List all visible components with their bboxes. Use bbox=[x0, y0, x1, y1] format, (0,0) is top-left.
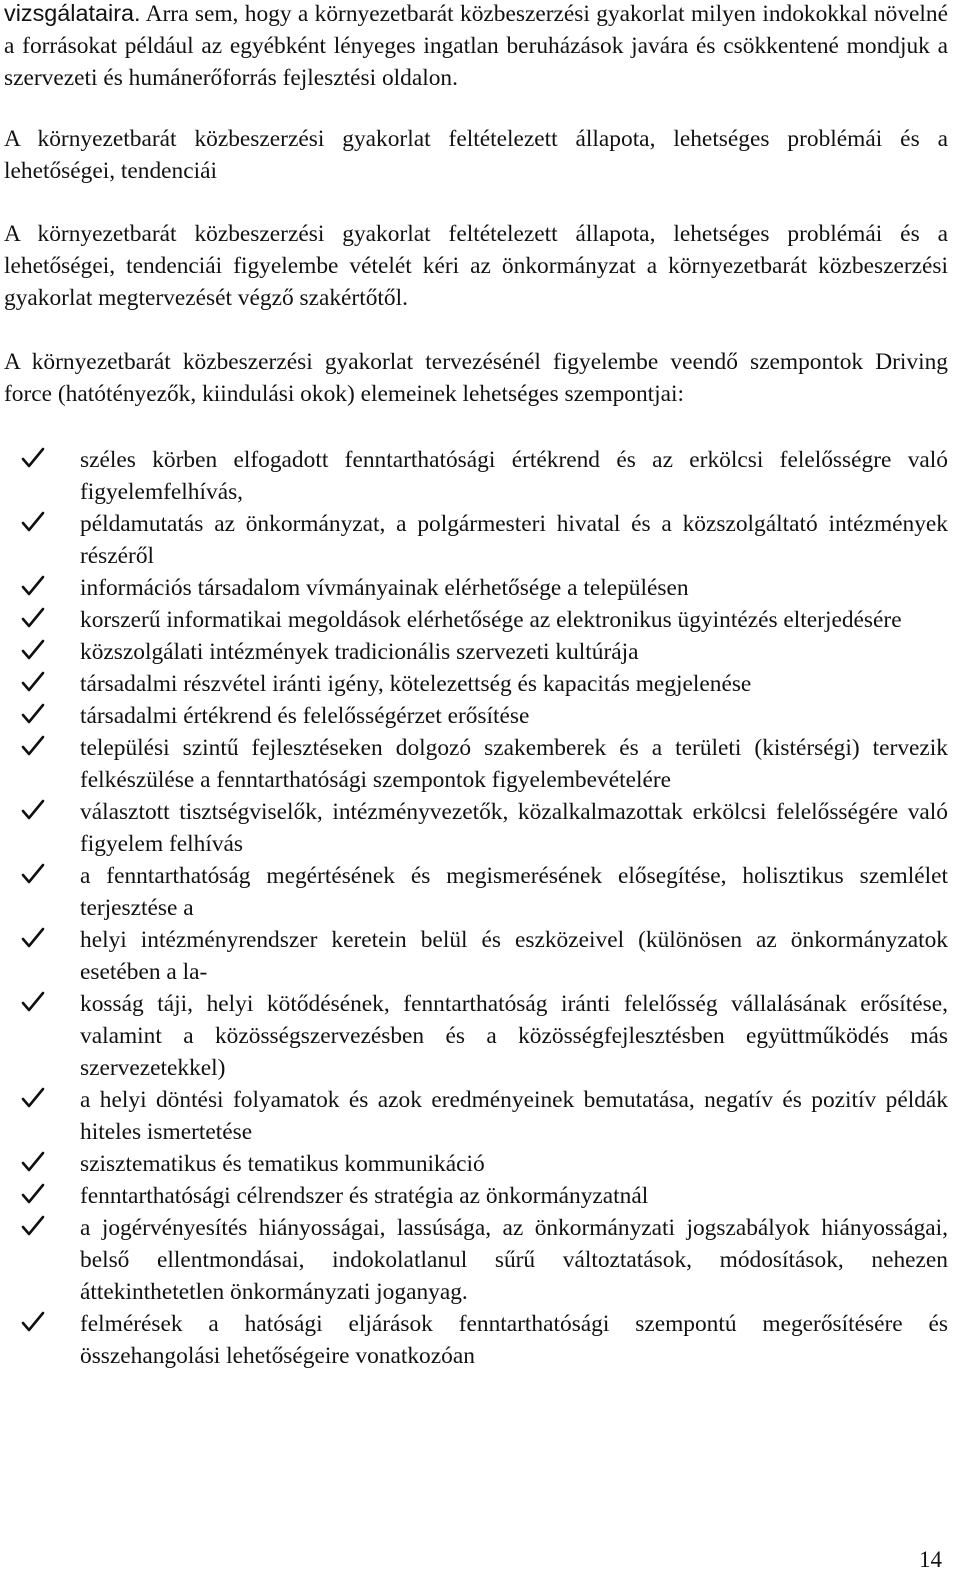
checklist-item-text: választott tisztségviselők, intézményvezetők, közalkalmazottak erkölcsi felelősségére való figyelem felhívás bbox=[80, 799, 948, 857]
intro-text: Arra sem, hogy a környezetbarát közbeszerzési gyakorlat milyen indokokkal növelné a forrásokat például az egyébként lényeges ingatlan beruházások javára és csökkentené mondjuk a szervezeti és humánerőforrás fejlesztési oldalon. bbox=[4, 1, 948, 91]
checklist-item bbox=[4, 1084, 948, 1148]
checkmark-icon bbox=[20, 509, 46, 535]
document-page bbox=[4, 0, 948, 1372]
checklist-item-text: információs társadalom vívmányainak elérhetősége a településen bbox=[80, 575, 689, 601]
checklist-item-text: társadalmi értékrend és felelősségérzet erősítése bbox=[80, 703, 530, 729]
checklist-item bbox=[4, 732, 948, 796]
checklist-item bbox=[4, 796, 948, 860]
checklist-item-text: fenntarthatósági célrendszer és stratégia az önkormányzatnál bbox=[80, 1183, 649, 1209]
checklist bbox=[4, 444, 948, 1372]
checklist-item-text: települési szintű fejlesztéseken dolgozó szakemberek és a területi (kistérségi) tervezik felkészülése a fenntarthatósági szempontok figyelembevételére bbox=[80, 735, 948, 793]
checklist-item bbox=[4, 444, 948, 508]
checkmark-icon bbox=[20, 861, 46, 887]
checklist-item bbox=[4, 1180, 948, 1212]
intro-lead: vizsgálataira. bbox=[4, 0, 141, 26]
checklist-item bbox=[4, 860, 948, 924]
checklist-item-text: a jogérvényesítés hiányosságai, lassúsága, az önkormányzati jogszabályok hiányosságai, belső ellentmondásai, indokolatlanul sűrű változtatások, módosítások, nehezen áttekinthetetlen önkormányzati joganyag. bbox=[80, 1215, 948, 1305]
intro-paragraph bbox=[4, 0, 948, 94]
checklist-item bbox=[4, 700, 948, 732]
checklist-item-text: a fenntarthatóság megértésének és megismerésének elősegítése, holisztikus szemlélet terjesztése a bbox=[80, 863, 948, 921]
checklist-item-text: széles körben elfogadott fenntarthatósági értékrend és az erkölcsi felelősségre való figyelemfelhívás, bbox=[80, 447, 948, 505]
checklist-item bbox=[4, 604, 948, 636]
checklist-item bbox=[4, 924, 948, 988]
checkmark-icon bbox=[20, 445, 46, 471]
checklist-item-text: korszerű informatikai megoldások elérhetősége az elektronikus ügyintézés elterjedésére bbox=[80, 607, 902, 633]
paragraph-requirements: A környezetbarát közbeszerzési gyakorlat feltételezett állapota, lehetséges problémái és a lehetőségei, tendenciái figyelembe vételét kéri az önkormányzat a környezetbarát közbeszerzési gyakorlat megtervezését végző szakértőtől. bbox=[4, 221, 948, 311]
checklist-item bbox=[4, 988, 948, 1084]
checkmark-icon bbox=[20, 701, 46, 727]
checklist-item-text: kosság táji, helyi kötődésének, fenntarthatóság iránti felelősség vállalásának erősítése, valamint a közösségszervezésben és a közösségfejlesztésben együttműködés más szervezetekkel) bbox=[80, 991, 948, 1081]
page-number: 14 bbox=[919, 1547, 942, 1572]
checklist-item bbox=[4, 508, 948, 572]
checkmark-icon bbox=[20, 925, 46, 951]
checkmark-icon bbox=[20, 1149, 46, 1175]
checkmark-icon bbox=[20, 1213, 46, 1239]
checkmark-icon bbox=[20, 989, 46, 1015]
checklist-item bbox=[4, 572, 948, 604]
checklist-item-text: felmérések a hatósági eljárások fenntarthatósági szempontú megerősítésére és összehangolási lehetőségeire vonatkozóan bbox=[80, 1311, 948, 1369]
checklist-item-text: helyi intézményrendszer keretein belül és eszközeivel (különösen az önkormányzatok esetében a la- bbox=[80, 927, 948, 985]
checkmark-icon bbox=[20, 637, 46, 663]
checklist-item-text: a helyi döntési folyamatok és azok eredményeinek bemutatása, negatív és pozitív példák hiteles ismertetése bbox=[80, 1087, 948, 1145]
checkmark-icon bbox=[20, 669, 46, 695]
checkmark-icon bbox=[20, 1309, 46, 1335]
checkmark-icon bbox=[20, 1181, 46, 1207]
paragraph-driving-force: A környezetbarát közbeszerzési gyakorlat tervezésénél figyelembe veendő szempontok Driving force (hatótényezők, kiindulási okok) elemeinek lehetséges szempontjai: bbox=[4, 349, 948, 407]
checklist-item bbox=[4, 1212, 948, 1308]
checklist-item bbox=[4, 1308, 948, 1372]
checklist-item bbox=[4, 636, 948, 668]
checkmark-icon bbox=[20, 797, 46, 823]
checkmark-icon bbox=[20, 733, 46, 759]
section-heading: A környezetbarát közbeszerzési gyakorlat feltételezett állapota, lehetséges problémái és a lehetőségei, tendenciái bbox=[4, 126, 948, 184]
checklist-item bbox=[4, 668, 948, 700]
checklist-item-text: társadalmi részvétel iránti igény, kötelezettség és kapacitás megjelenése bbox=[80, 671, 752, 697]
checklist-item bbox=[4, 1148, 948, 1180]
checklist-item-text: szisztematikus és tematikus kommunikáció bbox=[80, 1151, 485, 1177]
checkmark-icon bbox=[20, 605, 46, 631]
checklist-item-text: közszolgálati intézmények tradicionális szervezeti kultúrája bbox=[80, 639, 639, 665]
checkmark-icon bbox=[20, 573, 46, 599]
checkmark-icon bbox=[20, 1085, 46, 1111]
checklist-item-text: példamutatás az önkormányzat, a polgármesteri hivatal és a közszolgáltató intézmények részéről bbox=[80, 511, 948, 569]
